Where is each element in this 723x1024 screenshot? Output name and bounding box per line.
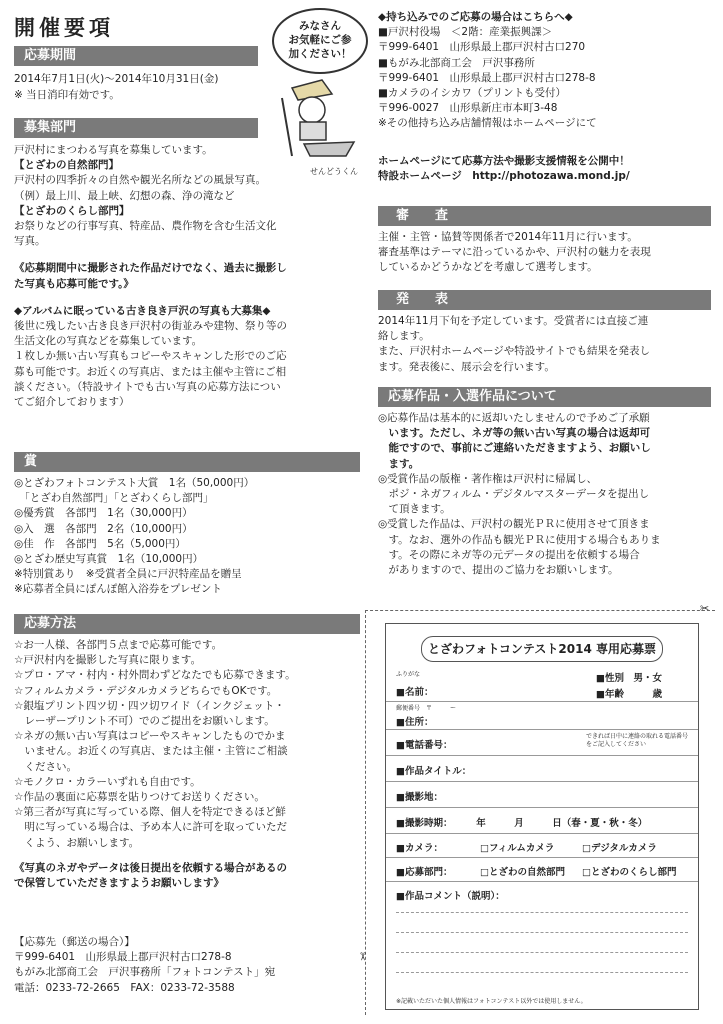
works-item: います。ただし、ネガ等の無い古い写真の場合は返却可: [378, 427, 651, 440]
form-title: とざわフォトコンテスト2014 専用応募票: [421, 636, 663, 662]
film-camera-checkbox[interactable]: □フィルムカメラ: [480, 843, 555, 854]
mascot-speech-bubble: [272, 8, 368, 74]
form-row-date: [386, 808, 698, 834]
privacy-note: ※記載いただいた個人情報はフォトコンテスト以外では使用しません。: [396, 998, 587, 1005]
judging-line: 主催・主管・協賛等関係者で2014年11月に行います。: [378, 231, 638, 243]
judging-body: [378, 230, 711, 276]
works-item: ◎受賞した作品は、戸沢村の観光ＰＲに使用させて頂きま: [378, 518, 650, 531]
form-row-comment: [386, 882, 698, 978]
method-item: いません。お近くの写真店、または主催・主管にご相談: [14, 745, 288, 758]
judging-line: 審査基準はテーマに沿っているかや、戸沢村の魅力を表現: [378, 246, 651, 259]
camera-label: ■カメラ：: [396, 843, 443, 854]
method-item: ☆モノクロ・カラーいずれも自由です。: [14, 775, 201, 788]
works-item: ◎応募作品は基本的に返却いたしませんので予めご了承願: [378, 412, 650, 424]
gender-label[interactable]: ■性別 男・女: [596, 673, 662, 684]
prize-item: ※特別賞あり ※受賞者全員に戸沢特産品を贈呈: [14, 568, 242, 581]
bringin-block: [378, 10, 711, 184]
album-line-3: １枚しか無い古い写真もコピーやスキャンした形でのご応: [14, 350, 287, 363]
work-title-label[interactable]: ■作品タイトル：: [396, 766, 472, 777]
works-item: ポジ・ネガフィルム・デジタルマスターデータを提出し: [378, 488, 650, 501]
date-label[interactable]: ■撮影時期： 年 月 日（春・夏・秋・冬）: [396, 818, 648, 829]
bringin-line: ※その他持ち込み店舗情報はホームページにて: [378, 117, 597, 130]
bringin-line: ■カメラのイシカワ（プリントも受付）: [378, 87, 566, 100]
bringin-line: 〒999-6401 山形県最上郡戸沢村古口278-8: [378, 71, 596, 84]
album-line-2: 生活文化の写真などを募集しています。: [14, 335, 203, 348]
prizes-list: [14, 476, 360, 598]
furigana-label: ふりがな: [396, 671, 421, 678]
works-body: [378, 411, 711, 578]
life-title: 【とざわのくらし部門】: [14, 204, 130, 217]
scissors-icon: ✂: [700, 602, 710, 615]
announce-heading: 発 表: [378, 290, 711, 310]
boatman-mascot-illustration: [262, 78, 362, 160]
works-item: ◎受賞作品の版権・著作権は戸沢村に帰属し、: [378, 472, 598, 485]
nature-desc: 戸沢村の四季折々の自然や観光名所などの風景写真。: [14, 174, 266, 187]
works-item: て頂きます。: [378, 503, 451, 516]
comment-label[interactable]: ■作品コメント（説明）：: [396, 891, 505, 902]
form-row-name: [386, 668, 698, 702]
album-line-6: てご紹介しております）: [14, 396, 130, 409]
form-row-phone: [386, 730, 698, 756]
negative-note-2: で保管していただきますようお願いします》: [14, 877, 224, 890]
name-label[interactable]: ■名前：: [396, 687, 434, 698]
life-desc-1: お祭りなどの行事写真、特産品、農作物を含む生活文化: [14, 220, 277, 233]
judging-heading: 審 査: [378, 206, 711, 226]
method-item: ☆戸沢村内を撮影した写真に限ります。: [14, 654, 202, 667]
bubble-line: 加ください！: [288, 48, 352, 60]
method-item: 明に写っている場合は、予め本人に許可を取っていただ: [14, 821, 287, 834]
bubble-line: みなさん: [299, 20, 341, 32]
announce-line: ます。発表後に、展示会を行います。: [378, 360, 555, 373]
works-item: ます。: [378, 457, 420, 470]
judging-line: しているかどうかなどを考慮して選考します。: [378, 261, 598, 274]
age-label[interactable]: ■年齢 歳: [596, 689, 662, 700]
contact-address: 〒999-6401 山形県最上郡戸沢村古口278-8: [14, 951, 232, 964]
method-item: ☆銀塩プリント四ツ切・四ツ切ワイド（インクジェット・: [14, 699, 285, 712]
negative-note-1: 《写真のネガやデータは後日提出を依頼する場合があるの: [14, 861, 287, 874]
method-item: ☆ネガの無い古い写真はコピーやスキャンしたものでかま: [14, 730, 286, 743]
scissors-icon: ✂: [356, 951, 370, 962]
announce-body: [378, 314, 711, 375]
period-heading: 応募期間: [14, 46, 258, 66]
entry-form: [385, 623, 699, 1010]
prize-item: ◎佳 作 各部門 5名（5,000円）: [14, 537, 186, 550]
phone-label[interactable]: ■電話番号：: [396, 740, 453, 751]
form-row-title: [386, 756, 698, 782]
form-row-address: [386, 702, 698, 730]
address-label[interactable]: ■住所：: [396, 717, 434, 728]
life-category-checkbox[interactable]: □とざわのくらし部門: [582, 867, 677, 878]
prize-item: ※応募者全員にぽんぽ館入浴券をプレゼント: [14, 583, 222, 596]
album-line-1: 後世に残したい古き良き戸沢村の街並みや建物、祭り等の: [14, 320, 287, 333]
bringin-line: ■戸沢村役場 ＜2階：産業振興課＞: [378, 26, 553, 39]
prize-item: ◎優秀賞 各部門 1名（30,000円）: [14, 507, 193, 520]
works-item: 能ですので、事前にご連絡いただきますよう、お願いし: [378, 442, 651, 455]
method-heading: 応募方法: [14, 614, 360, 634]
nature-example: （例）最上川、最上峡、幻想の森、浄の滝など: [14, 189, 235, 202]
form-row-location: [386, 782, 698, 808]
contact-title: 【応募先（郵送の場合）】: [14, 936, 135, 948]
categories-body: [14, 143, 360, 410]
website-url[interactable]: 特設ホームページ http://photozawa.mond.jp/: [378, 169, 630, 182]
postal-label: 郵便番号 〒 ー: [396, 705, 457, 712]
method-list: [14, 638, 360, 891]
announce-line: 絡します。: [378, 330, 430, 343]
contact-block: [14, 935, 360, 996]
method-item: くよう、お願いします。: [14, 836, 140, 849]
bringin-line: ■もがみ北部商工会 戸沢事務所: [378, 56, 535, 69]
nature-category-checkbox[interactable]: □とざわの自然部門: [480, 867, 565, 878]
album-line-5: 談ください。（特設サイトでも古い写真の応募方法につい: [14, 380, 281, 393]
past-photo-note-1: 《応募期間中に撮影された作品だけでなく、過去に撮影し: [14, 262, 287, 275]
works-item: す。なお、選外の作品も観光ＰＲに使用する場合もありま: [378, 533, 661, 546]
past-photo-note-2: た写真も応募可能です。》: [14, 277, 134, 290]
prize-item: ◎入 選 各部門 2名（10,000円）: [14, 522, 193, 535]
bubble-line: お気軽にご参: [288, 34, 352, 46]
method-item: ☆第三者が写真に写っている際、個人を特定できるほど鮮: [14, 806, 286, 819]
website-announcement: ホームページにて応募方法や撮影支援情報を公開中！: [378, 154, 630, 167]
categories-heading: 募集部門: [14, 118, 258, 138]
method-item: ☆お一人様、各部門５点まで応募可能です。: [14, 639, 223, 651]
contact-phone: 電話：0233-72-2665 FAX：0233-72-3588: [14, 981, 235, 994]
album-title: ◆アルバムに眠っている古き良き戸沢の写真も大募集◆: [14, 304, 271, 317]
method-item: レーザープリント不可）でのご提出をお願いします。: [14, 715, 275, 728]
category-label: ■応募部門：: [396, 867, 453, 878]
digital-camera-checkbox[interactable]: □デジタルカメラ: [582, 843, 657, 854]
prize-item: ◎とざわ歴史写真賞 1名（10,000円）: [14, 553, 204, 566]
page-title: 開催要項: [14, 16, 114, 40]
method-item: ☆フィルムカメラ・デジタルカメラどちらでもOKです。: [14, 684, 278, 697]
mascot-name: せんどうくん: [310, 167, 358, 176]
album-line-4: 募も可能です。お近くの写真店、または主催や主管にご相: [14, 365, 287, 378]
life-desc-2: 写真。: [14, 235, 46, 248]
phone-note: できれば日中に連絡の取れる電話番号をご記入してください: [586, 733, 689, 748]
works-item: がありますので、提出のご協力をお願いします。: [378, 564, 619, 577]
prize-item: ◎とざわフォトコンテスト大賞 1名（50,000円）: [14, 477, 255, 489]
bringin-line: 〒999-6401 山形県最上郡戸沢村古口270: [378, 41, 586, 54]
prizes-heading: 賞: [14, 452, 360, 472]
form-row-camera: [386, 834, 698, 858]
method-item: ☆作品の裏面に応募票を貼りつけてお送りください。: [14, 791, 265, 804]
announce-line: 2014年11月下旬を予定しています。受賞者には直接ご連: [378, 315, 649, 327]
prize-item: 「とざわ自然部門」「とざわくらし部門」: [14, 492, 214, 505]
method-item: ください。: [14, 760, 77, 773]
categories-intro: 戸沢村にまつわる写真を募集しています。: [14, 144, 213, 156]
period-note: ※ 当日消印有効です。: [14, 89, 120, 101]
works-heading: 応募作品・入選作品について: [378, 387, 711, 407]
bringin-title: ◆持ち込みでのご応募の場合はこちらへ◆: [378, 11, 573, 23]
period-dates: 2014年7月1日(火)〜2014年10月31日(金): [14, 73, 219, 85]
bringin-line: 〒996-0027 山形県新庄市本町3-48: [378, 102, 558, 115]
form-row-category: [386, 858, 698, 882]
contact-recipient: もがみ北部商工会 戸沢事務所「フォトコンテスト」宛: [14, 966, 276, 979]
method-item: ☆プロ・アマ・村内・村外問わずどなたでも応募できます。: [14, 669, 296, 682]
nature-title: 【とざわの自然部門】: [14, 159, 119, 172]
works-item: す。その際にネガ等の元データの提出を依頼する場合: [378, 548, 640, 561]
location-label[interactable]: ■撮影地：: [396, 792, 443, 803]
announce-line: また、戸沢村ホームページや特設サイトでも結果を発表し: [378, 345, 651, 358]
